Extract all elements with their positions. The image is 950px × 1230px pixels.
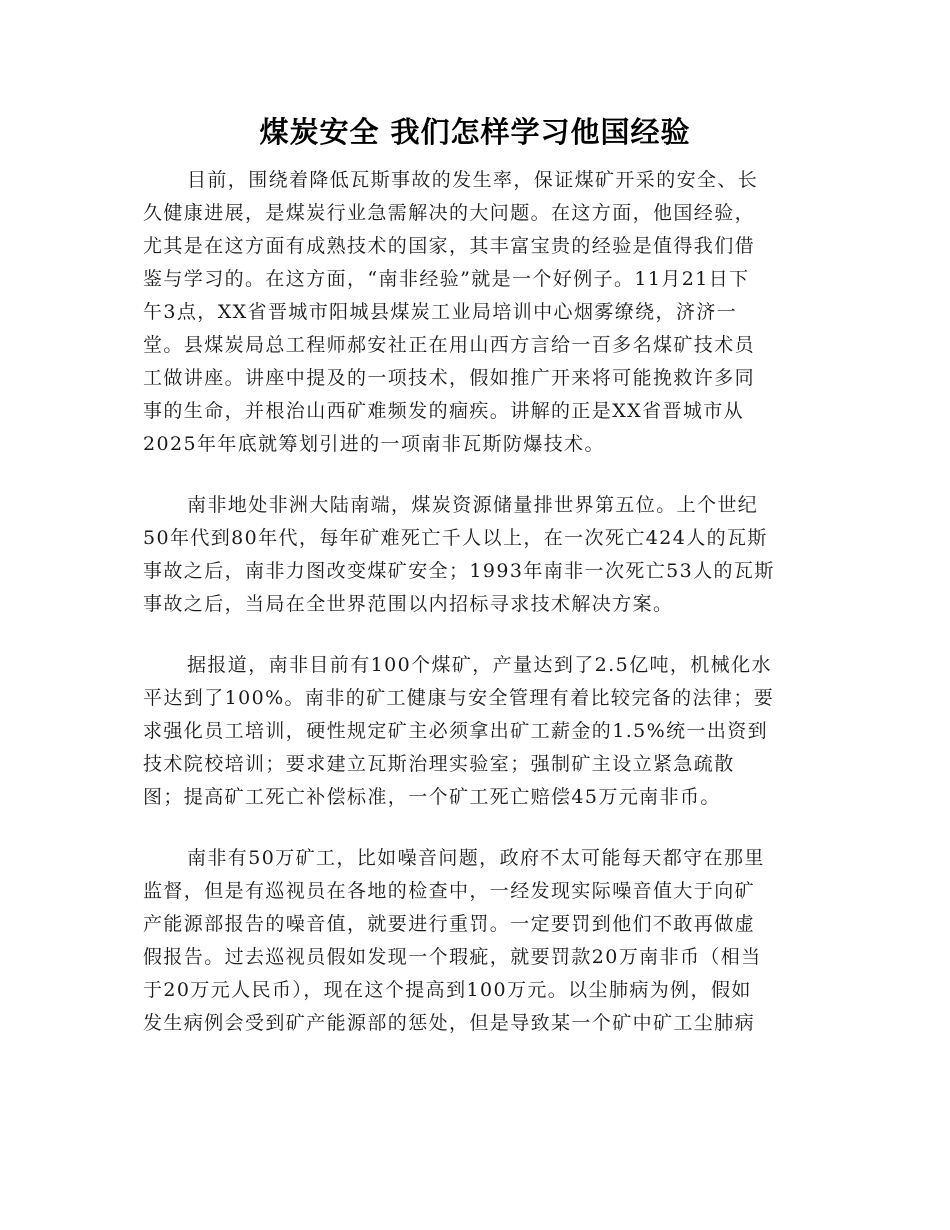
paragraph-line: 南非有50万矿工，比如噪音问题，政府不太可能每天都守在那里 — [187, 847, 765, 869]
paragraph-line: 平达到了100%。南非的矿工健康与安全管理有着比较完备的法律；要 — [143, 687, 775, 709]
paragraph-line: 于20万元人民币），现在这个提高到100万元。以尘肺病为例，假如 — [143, 979, 752, 1001]
paragraph-line: 目前，围绕着降低瓦斯事故的发生率，保证煤矿开采的安全、长 — [187, 169, 759, 191]
paragraph-line: 监督，但是有巡视员在各地的检查中，一经发现实际噪音值大于向矿 — [143, 880, 756, 902]
paragraph-line: 久健康进展，是煤炭行业急需解决的大问题。在这方面，他国经验， — [143, 202, 756, 224]
paragraph-line: 产能源部报告的噪音值，就要进行重罚。一定要罚到他们不敢再做虚 — [143, 913, 756, 935]
paragraph-line: 技术院校培训；要求建立瓦斯治理实验室；强制矿主设立紧急疏散 — [143, 753, 735, 775]
paragraph-line: 2025年年底就筹划引进的一项南非瓦斯防爆技术。 — [143, 433, 605, 455]
document-body — [143, 164, 807, 1068]
paragraph-line: 图；提高矿工死亡补偿标准，一个矿工死亡赔偿45万元南非币。 — [143, 786, 721, 808]
paragraph-line: 鉴与学习的。在这方面，“南非经验”就是一个好例子。11月21日下 — [143, 268, 750, 290]
paragraph-line: 南非地处非洲大陆南端，煤炭资源储量排世界第五位。上个世纪 — [187, 494, 759, 516]
paragraph-line: 假报告。过去巡视员假如发现一个瑕疵，就要罚款20万南非币（相当 — [143, 946, 762, 968]
paragraph-line: 堂。县煤炭局总工程师郝安社正在用山西方言给一百多名煤矿技术员 — [143, 334, 756, 356]
paragraph-line: 50年代到80年代，每年矿难死亡千人以上，在一次死亡424人的瓦斯 — [143, 527, 768, 549]
paragraph-line: 工做讲座。讲座中提及的一项技术，假如推广开来将可能挽救许多同 — [143, 367, 756, 389]
paragraph-line: 求强化员工培训，硬性规定矿主必须拿出矿工薪金的1.5%统一出资到 — [143, 720, 769, 742]
paragraph-3 — [143, 649, 807, 814]
paragraph-1 — [143, 164, 807, 461]
paragraph-2 — [143, 489, 807, 621]
paragraph-line: 事的生命，并根治山西矿难频发的痼疾。讲解的正是XX省晋城市从 — [143, 400, 745, 422]
paragraph-line: 午3点，XX省晋城市阳城县煤炭工业局培训中心烟雾缭绕，济济一 — [143, 301, 738, 323]
paragraph-line: 事故之后，南非力图改变煤矿安全；1993年南非一次死亡53人的瓦斯 — [143, 560, 775, 582]
paragraph-4 — [143, 842, 807, 1040]
paragraph-line: 尤其是在这方面有成熟技术的国家，其丰富宝贵的经验是值得我们借 — [143, 235, 756, 257]
paragraph-line: 据报道，南非目前有100个煤矿，产量达到了2.5亿吨，机械化水 — [187, 654, 772, 676]
paragraph-line: 发生病例会受到矿产能源部的惩处，但是导致某一个矿中矿工尘肺病 — [143, 1012, 756, 1034]
document-title: 煤炭安全 我们怎样学习他国经验 — [259, 115, 691, 149]
paragraph-line: 事故之后，当局在全世界范围以内招标寻求技术解决方案。 — [143, 593, 674, 615]
